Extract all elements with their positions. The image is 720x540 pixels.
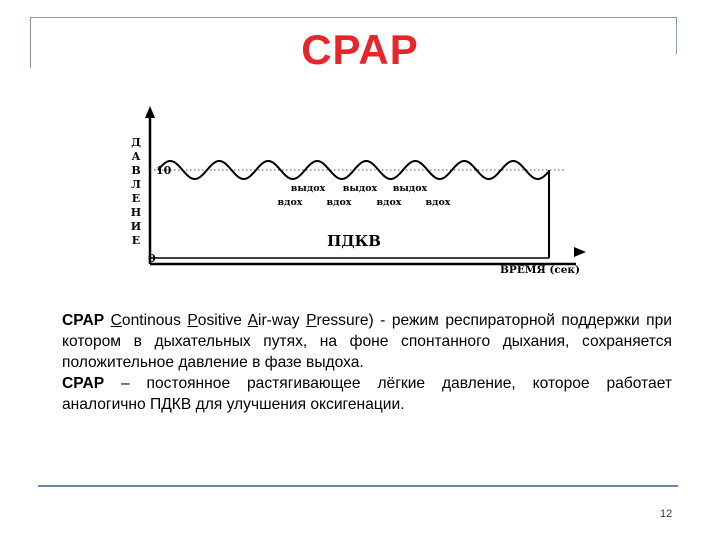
word-airway: ir-way <box>258 312 300 329</box>
y-axis-letter: В <box>131 164 141 177</box>
slide-title: CPAP <box>301 26 419 73</box>
x-axis-arrow <box>574 247 586 257</box>
word-pressure: ressure <box>316 312 369 329</box>
word-positive: ositive <box>197 312 242 329</box>
letter-c: C <box>110 312 122 329</box>
word-continous: ontinous <box>121 312 181 329</box>
y-axis-letter: Л <box>131 178 141 191</box>
y-axis-letter: Д <box>131 136 141 149</box>
letter-a: A <box>247 312 259 329</box>
y-axis-label <box>131 136 141 247</box>
y-axis-letter: Е <box>131 192 141 205</box>
footer-line <box>38 485 678 487</box>
letter-p: P <box>187 312 198 329</box>
cpap-definition-paragraph <box>62 310 672 373</box>
cpap-pressure-diagram <box>128 104 598 284</box>
peep-region-label: ПДКВ <box>327 232 381 250</box>
y-tick-bottom: 0 <box>148 252 156 265</box>
description-text <box>62 310 672 415</box>
inhale-label: вдох <box>425 197 451 208</box>
cpap-abbrev-2: CPAP <box>62 375 105 392</box>
definition-rest: ) - режим респираторной поддержки при котором в дыхательных путях, на фоне спонтанного дыхания, сохраняется положительное давление в фазе выдоха. <box>62 312 672 371</box>
exhale-label: выдох <box>290 183 326 194</box>
cpap-abbrev: CPAP <box>62 312 105 329</box>
exhale-label: выдох <box>342 183 378 194</box>
x-axis-label: ВРЕМЯ (сек) <box>500 264 580 276</box>
inhale-label: вдох <box>277 197 303 208</box>
inhale-label: вдох <box>376 197 402 208</box>
explanation-rest: – постоянное растягивающее лёгкие давление, которое работает аналогично ПДКВ для улучшения оксигенации. <box>62 375 672 413</box>
y-axis-letter: И <box>130 220 142 233</box>
y-axis-letter: А <box>131 150 141 163</box>
frame-top-line <box>30 17 677 18</box>
exhale-label: выдох <box>392 183 428 194</box>
letter-p2: P <box>306 312 317 329</box>
y-axis-letter: Н <box>130 206 142 219</box>
y-tick-top: 10 <box>156 164 172 177</box>
inhale-label: вдох <box>326 197 352 208</box>
page-number: 12 <box>660 508 673 520</box>
y-axis-letter: Е <box>131 234 141 247</box>
y-axis-arrow <box>145 106 155 118</box>
cpap-explanation-paragraph <box>62 373 672 415</box>
